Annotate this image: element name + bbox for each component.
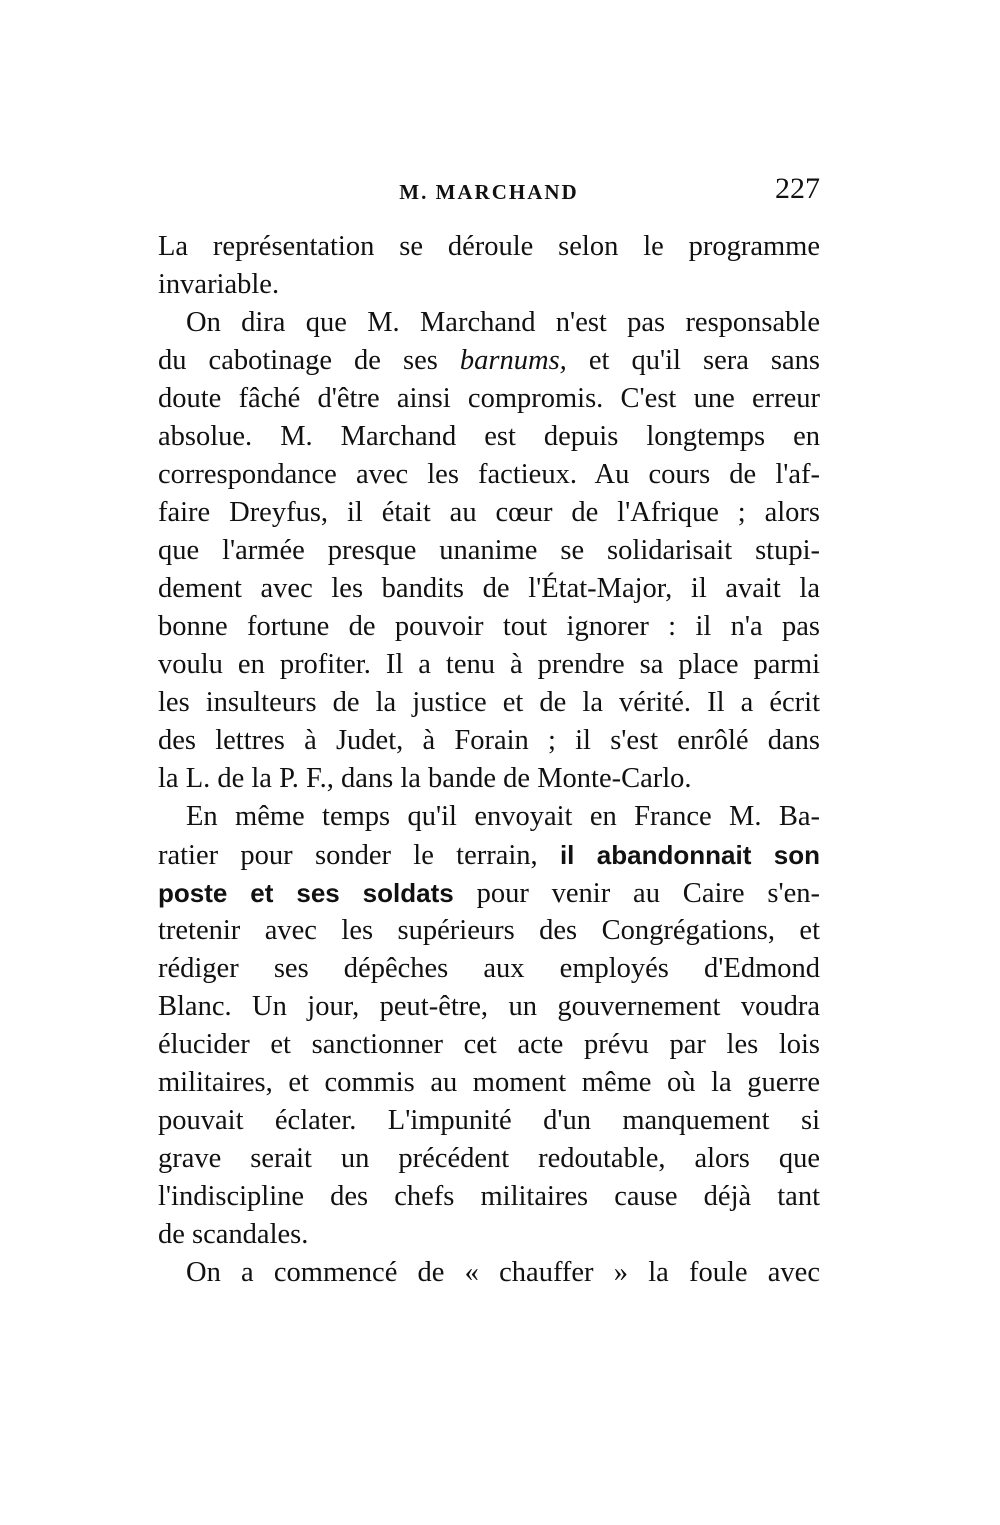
running-title: M. MARCHAND <box>399 180 579 204</box>
text-line: dement avec les bandits de l'État-Major, il avait la <box>158 573 820 604</box>
text-span: du cabotinage de ses <box>158 345 460 376</box>
text-line: rédiger ses dépêches aux employés d'Edmond <box>158 953 820 984</box>
text-span: pour venir au Caire s'en- <box>453 878 820 909</box>
text-line: invariable. <box>158 269 280 300</box>
text-line: des lettres à Judet, à Forain ; il s'est enrôlé dans <box>158 725 820 756</box>
text-line: Blanc. Un jour, peut-être, un gouvernement voudra <box>158 991 820 1022</box>
text-line: grave serait un précédent redoutable, alors que <box>158 1143 820 1174</box>
text-line <box>158 342 820 380</box>
emphasis-text: il abandonnait son <box>559 840 820 870</box>
text-line: élucider et sanctionner cet acte prévu par les lois <box>158 1029 820 1060</box>
text-line: correspondance avec les factieux. Au cours de l'af- <box>158 459 820 490</box>
text-line <box>158 874 820 912</box>
text-line: voulu en profiter. Il a tenu à prendre sa place parmi <box>158 649 820 680</box>
text-line: pouvait éclater. L'impunité d'un manquement si <box>158 1105 820 1136</box>
text-span: et qu'il sera sans <box>566 345 820 376</box>
text-line <box>158 836 820 874</box>
text-span: ratier pour sonder le terrain, <box>158 840 560 871</box>
body-text <box>158 228 820 1292</box>
text-line: absolue. M. Marchand est depuis longtemps en <box>158 421 820 452</box>
text-line: l'indiscipline des chefs militaires cause déjà tant <box>158 1181 820 1212</box>
text-line: On a commencé de « chauffer » la foule avec <box>186 1257 820 1288</box>
text-line: les insulteurs de la justice et de la vérité. Il a écrit <box>158 687 820 718</box>
text-line: de scandales. <box>158 1219 309 1250</box>
running-head <box>158 172 820 208</box>
italic-term: barnums, <box>459 345 567 376</box>
emphasis-text: poste et ses soldats <box>158 878 454 908</box>
text-line: doute fâché d'être ainsi compromis. C'est une erreur <box>158 383 820 414</box>
text-line: la L. de la P. F., dans la bande de Monte-Carlo. <box>158 763 692 794</box>
text-line: tretenir avec les supérieurs des Congrégations, et <box>158 915 820 946</box>
text-line: que l'armée presque unanime se solidarisait stupi- <box>158 535 820 566</box>
text-line: La représentation se déroule selon le programme <box>158 231 820 262</box>
text-line: bonne fortune de pouvoir tout ignorer : il n'a pas <box>158 611 820 642</box>
text-line: On dira que M. Marchand n'est pas responsable <box>186 307 820 338</box>
text-line: En même temps qu'il envoyait en France M. Ba- <box>186 801 820 832</box>
text-line: faire Dreyfus, il était au cœur de l'Afrique ; alors <box>158 497 820 528</box>
page-number: 227 <box>775 172 820 205</box>
text-line: militaires, et commis au moment même où la guerre <box>158 1067 820 1098</box>
